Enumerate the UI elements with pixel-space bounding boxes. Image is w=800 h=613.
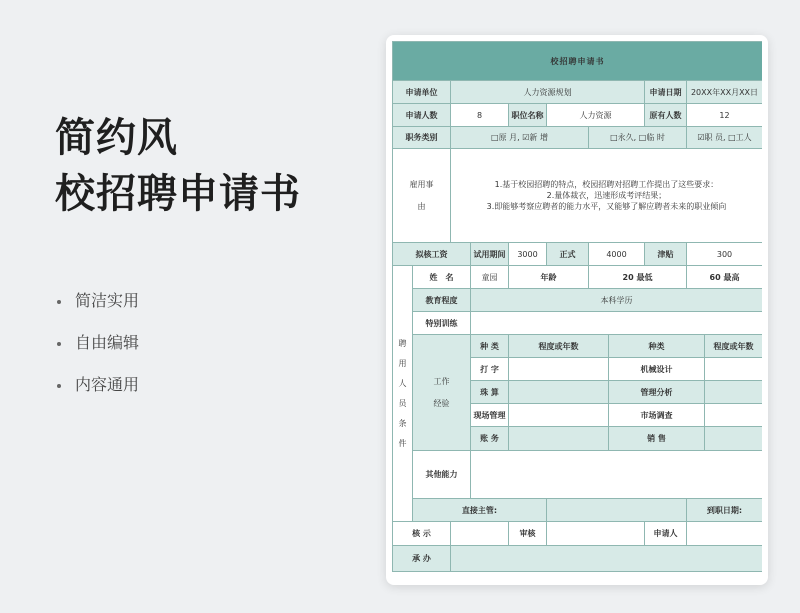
applicant-count-value: 8: [451, 104, 509, 127]
supervisor-label: 直接主管:: [413, 499, 547, 522]
skills-col-type: 种 类: [471, 335, 509, 358]
other-ability-label: 其他能力: [413, 451, 471, 499]
job-category-label: 职务类别: [393, 127, 451, 149]
reason-label: 雇用事由: [393, 149, 451, 243]
skill-left-value: [509, 358, 609, 381]
job-category-option-1: □原 月, ☑新 增: [451, 127, 589, 149]
supervisor-value: [547, 499, 687, 522]
job-category-option-2: □永久, □临 时: [589, 127, 687, 149]
handle-label: 承 办: [393, 546, 451, 572]
application-form-table: [392, 41, 762, 572]
skill-right-value: [705, 427, 763, 451]
skill-left-name: 现场管理: [471, 404, 509, 427]
skills-col-type2: 种类: [609, 335, 705, 358]
age-max: 60 最高: [687, 266, 763, 289]
applicant-label: 申请人: [645, 522, 687, 546]
skill-right-value: [705, 404, 763, 427]
applicant-unit-label: 申请单位: [393, 81, 451, 104]
skill-left-name: 珠 算: [471, 381, 509, 404]
feature-list: [57, 280, 139, 406]
conditions-label: 聘用人员条件: [393, 266, 413, 522]
approve-value: [451, 522, 509, 546]
apply-date-value: 20XX年XX月XX日: [687, 81, 763, 104]
job-category-option-3: ☑职 员, □工人: [687, 127, 763, 149]
position-label: 职位名称: [509, 104, 547, 127]
feature-item: 简洁实用: [57, 280, 139, 322]
promo-title-line1: 简约风: [55, 115, 178, 161]
skill-right-value: [705, 381, 763, 404]
experience-label: 工作经验: [413, 335, 471, 451]
feature-item: 自由编辑: [57, 322, 139, 364]
skills-col-degree: 程度或年数: [509, 335, 609, 358]
handle-value: [451, 546, 763, 572]
promo-title: [55, 110, 301, 222]
form-preview: [386, 35, 768, 585]
name-value: 童园: [471, 266, 509, 289]
feature-item: 内容通用: [57, 364, 139, 406]
bullet-icon: [57, 384, 61, 388]
training-label: 特别训练: [413, 312, 471, 335]
skill-left-name: 打 字: [471, 358, 509, 381]
skill-left-value: [509, 381, 609, 404]
reason-line: 1.基于校园招聘的特点，校园招聘对招聘工作提出了这些要求：: [494, 180, 719, 189]
skills-col-degree2: 程度或年数: [705, 335, 763, 358]
probation-label: 试用期间: [471, 243, 509, 266]
applicant-value: [687, 522, 763, 546]
education-value: 本科学历: [471, 289, 763, 312]
position-value: 人力资源: [547, 104, 645, 127]
review-label: 审核: [509, 522, 547, 546]
apply-date-label: 申请日期: [645, 81, 687, 104]
age-min: 20 最低: [589, 266, 687, 289]
skill-right-value: [705, 358, 763, 381]
regular-value: 4000: [589, 243, 645, 266]
education-label: 教育程度: [413, 289, 471, 312]
report-date-label: 到职日期:: [687, 499, 763, 522]
skill-right-name: 管理分析: [609, 381, 705, 404]
review-value: [547, 522, 645, 546]
applicant-count-label: 申请人数: [393, 104, 451, 127]
salary-label: 拟核工资: [393, 243, 471, 266]
skill-left-name: 账 务: [471, 427, 509, 451]
promo-title-line2: 校招聘申请书: [55, 171, 301, 217]
existing-staff-value: 12: [687, 104, 763, 127]
skill-right-name: 销 售: [609, 427, 705, 451]
skill-left-value: [509, 427, 609, 451]
other-ability-value: [471, 451, 763, 499]
form-sheet: [392, 41, 762, 585]
bullet-icon: [57, 342, 61, 346]
skill-left-value: [509, 404, 609, 427]
existing-staff-label: 原有人数: [645, 104, 687, 127]
reason-content: [451, 149, 763, 243]
form-title: 校招聘申请书: [393, 42, 763, 81]
skill-right-name: 市场调查: [609, 404, 705, 427]
name-label: 姓 名: [413, 266, 471, 289]
approve-label: 核 示: [393, 522, 451, 546]
training-value: [471, 312, 763, 335]
skill-right-name: 机械设计: [609, 358, 705, 381]
applicant-unit-value: 人力资源规划: [451, 81, 645, 104]
reason-line: 3.即能够考察应聘者的能力水平，又能够了解应聘者未来的职业倾向: [486, 202, 727, 211]
probation-value: 3000: [509, 243, 547, 266]
reason-line: 2.量体裁衣，迅速形成考评结果；: [546, 191, 667, 200]
regular-label: 正式: [547, 243, 589, 266]
bullet-icon: [57, 300, 61, 304]
allowance-value: 300: [687, 243, 763, 266]
allowance-label: 津贴: [645, 243, 687, 266]
age-label: 年龄: [509, 266, 589, 289]
